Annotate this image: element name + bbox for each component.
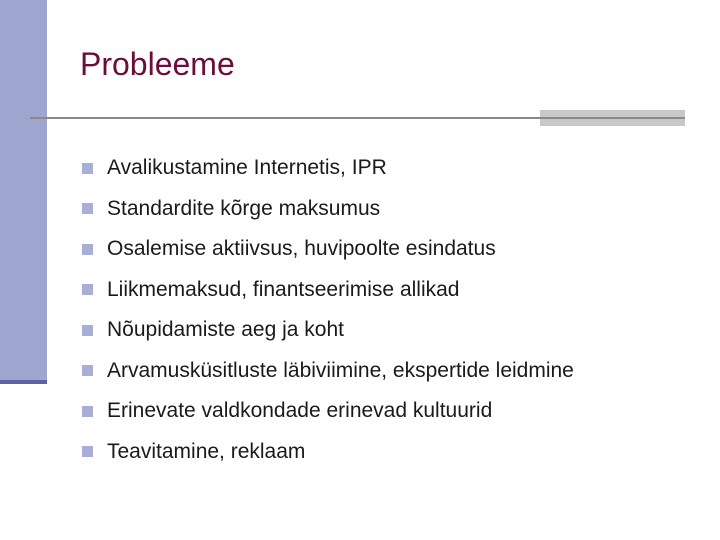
square-bullet-icon bbox=[82, 446, 93, 457]
bullet-text: Erinevate valdkondade erinevad kultuurid bbox=[107, 399, 493, 423]
bullet-text: Liikmemaksud, finantseerimise allikad bbox=[107, 277, 460, 301]
bullet-item bbox=[82, 148, 574, 189]
bullet-text: Avalikustamine Internetis, IPR bbox=[107, 156, 387, 180]
bullet-item bbox=[82, 432, 574, 473]
bullet-text: Teavitamine, reklaam bbox=[107, 439, 306, 463]
title-divider bbox=[30, 117, 685, 119]
bullet-text: Standardite kõrge maksumus bbox=[107, 196, 381, 220]
side-decorative-bar bbox=[0, 0, 47, 380]
square-bullet-icon bbox=[82, 406, 93, 417]
bullet-text: Nõupidamiste aeg ja koht bbox=[107, 318, 344, 342]
bullet-item bbox=[82, 310, 574, 351]
bullet-item bbox=[82, 189, 574, 230]
square-bullet-icon bbox=[82, 325, 93, 336]
square-bullet-icon bbox=[82, 284, 93, 295]
slide-title: Probleeme bbox=[80, 46, 235, 82]
square-bullet-icon bbox=[82, 163, 93, 174]
square-bullet-icon bbox=[82, 203, 93, 214]
square-bullet-icon bbox=[82, 244, 93, 255]
bullet-item bbox=[82, 270, 574, 311]
square-bullet-icon bbox=[82, 365, 93, 376]
bullet-item bbox=[82, 391, 574, 432]
bullet-list bbox=[82, 148, 574, 472]
bullet-text: Osalemise aktiivsus, huvipoolte esindatus bbox=[107, 237, 496, 261]
bullet-item bbox=[82, 229, 574, 270]
bullet-item bbox=[82, 351, 574, 392]
bullet-text: Arvamusküsitluste läbiviimine, ekspertide leidmine bbox=[107, 358, 574, 382]
side-bar-edge bbox=[0, 380, 47, 384]
